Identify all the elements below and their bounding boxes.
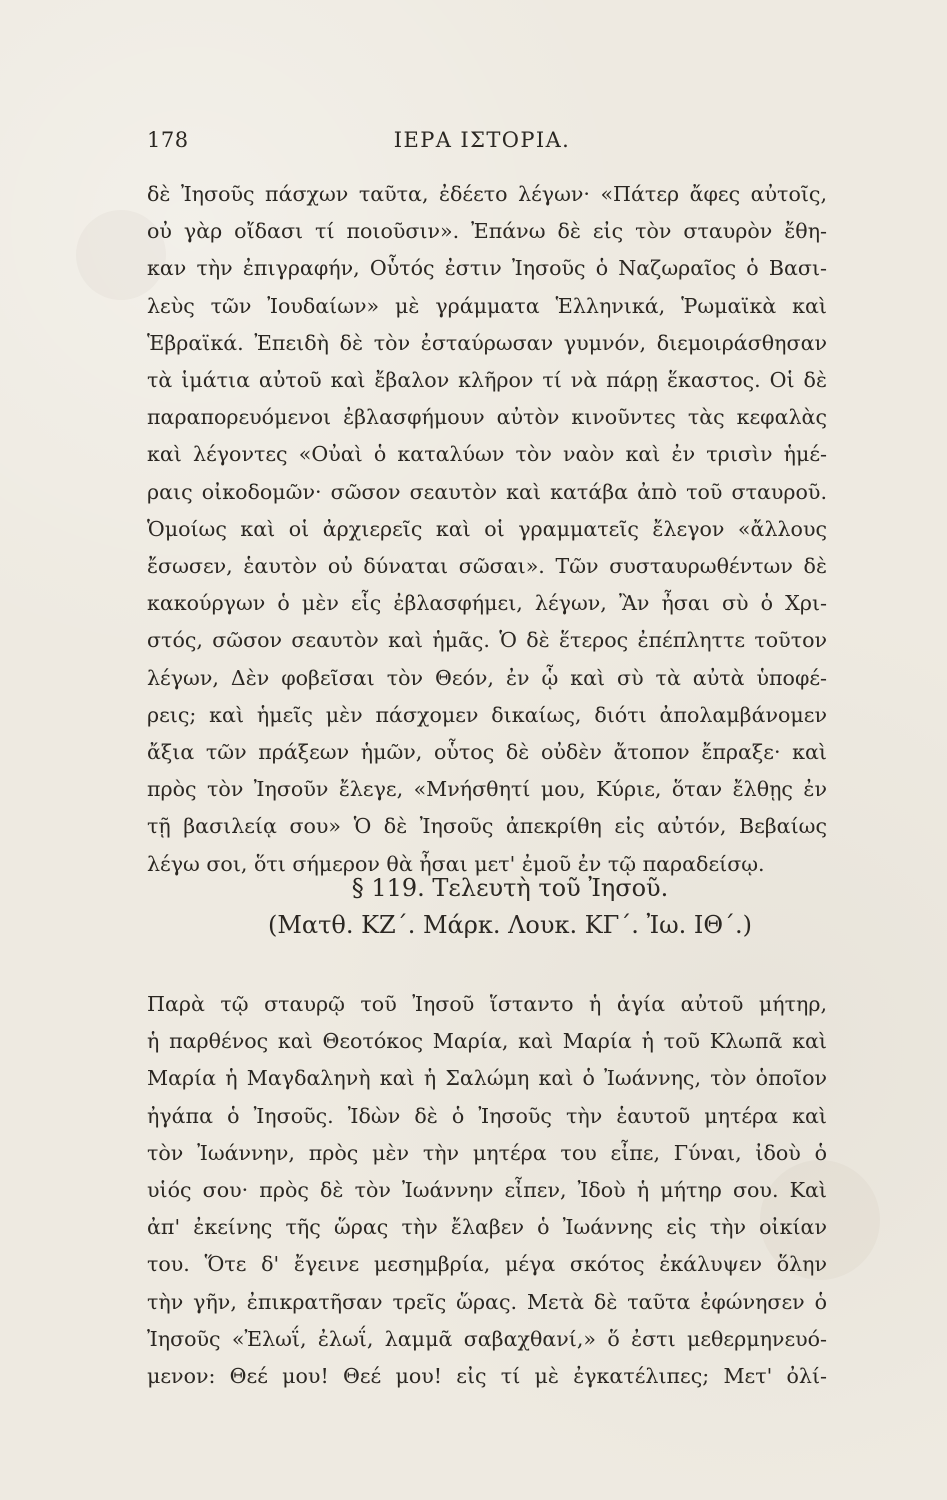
text-line: Ἑβραϊκά. Ἐπειδὴ δὲ τὸν ἐσταύρωσαν γυμνόν, διεμοιράσθησαν [147, 330, 827, 355]
text-line: τὴν γῆν, ἐπικρατῆσαν τρεῖς ὥρας. Μετὰ δὲ ταῦτα ἐφώνησεν ὁ [147, 1289, 827, 1314]
text-line: μενον: Θεέ μου! Θεέ μου! εἰς τί μὲ ἐγκατέλιπες; Μετ' ὀλί- [147, 1364, 827, 1389]
text-line: ἄξια τῶν πράξεων ἡμῶν, οὗτος δὲ οὐδὲν ἄτοπον ἔπραξε· καὶ [147, 740, 827, 765]
text-line: λεὺς τῶν Ἰουδαίων» μὲ γράμματα Ἑλληνικά, Ῥωμαϊκὰ καὶ [147, 293, 827, 318]
text-line: καὶ λέγοντες «Οὐαὶ ὁ καταλύων τὸν ναὸν καὶ ἐν τρισὶν ἡμέ- [147, 442, 827, 467]
text-line: ἡ παρθένος καὶ Θεοτόκος Μαρία, καὶ Μαρία ἡ τοῦ Κλωπᾶ καὶ [147, 1029, 827, 1054]
section-heading [260, 870, 760, 943]
text-line: τὸν Ἰωάννην, πρὸς μὲν τὴν μητέρα του εἶπε, Γύναι, ἰδοὺ ὁ [147, 1140, 827, 1165]
text-line: ἠγάπα ὁ Ἰησοῦς. Ἰδὼν δὲ ὁ Ἰησοῦς τὴν ἑαυτοῦ μητέρα καὶ [147, 1103, 827, 1128]
page-header [147, 128, 817, 162]
text-line: λέγω σοι, ὅτι σήμερον θὰ ἦσαι μετ' ἐμοῦ ἐν τῷ παραδείσῳ. [147, 851, 765, 876]
text-line: ρεις; καὶ ἡμεῖς μὲν πάσχομεν δικαίως, διότι ἀπολαμβάνομεν [147, 702, 827, 727]
section-title: § 119. Τελευτὴ τοῦ Ἰησοῦ. [351, 874, 669, 902]
page-number: 178 [147, 128, 189, 152]
text-line: καν τὴν ἐπιγραφήν, Οὗτός ἐστιν Ἰησοῦς ὁ Ναζωραῖος ὁ Βασι- [147, 256, 827, 281]
section-references: (Ματθ. ΚΖ΄. Μάρκ. Λουκ. ΚΓ΄. Ἰω. ΙΘ΄.) [267, 911, 753, 939]
text-line: Μαρία ἡ Μαγδαληνὴ καὶ ἡ Σαλώμη καὶ ὁ Ἰωάννης, τὸν ὁποῖον [147, 1066, 827, 1091]
text-line: ἀπ' ἐκείνης τῆς ὥρας τὴν ἔλαβεν ὁ Ἰωάννης εἰς τὴν οἰκίαν [147, 1215, 827, 1240]
text-line: του. Ὅτε δ' ἔγεινε μεσημβρία, μέγα σκότος ἐκάλυψεν ὅλην [147, 1252, 827, 1277]
text-line: παραπορευόμενοι ἐβλασφήμουν αὐτὸν κινοῦντες τὰς κεφαλὰς [147, 405, 827, 430]
text-line: οὐ γὰρ οἴδασι τί ποιοῦσιν». Ἐπάνω δὲ εἰς τὸν σταυρὸν ἔθη- [147, 219, 827, 244]
paragraph-1 [147, 176, 827, 883]
text-line: Ὁμοίως καὶ οἱ ἀρχιερεῖς καὶ οἱ γραμματεῖς ἔλεγον «ἄλλους [147, 516, 827, 541]
text-line: τῇ βασιλείᾳ σου» Ὁ δὲ Ἰησοῦς ἀπεκρίθη εἰς αὐτόν, Βεβαίως [147, 814, 827, 839]
text-line: στός, σῶσον σεαυτὸν καὶ ἡμᾶς. Ὁ δὲ ἕτερος ἐπέπληττε τοῦτον [147, 628, 827, 653]
text-line: πρὸς τὸν Ἰησοῦν ἔλεγε, «Μνήσθητί μου, Κύριε, ὅταν ἔλθῃς ἐν [147, 777, 827, 802]
running-title: ΙΕΡΑ ΙΣΤΟΡΙΑ. [393, 128, 571, 152]
text-line: υἱός σου· πρὸς δὲ τὸν Ἰωάννην εἶπεν, Ἰδοὺ ἡ μήτηρ σου. Καὶ [147, 1178, 827, 1203]
text-line: Παρὰ τῷ σταυρῷ τοῦ Ἰησοῦ ἵσταντο ἡ ἁγία αὐτοῦ μήτηρ, [147, 992, 827, 1016]
text-line: λέγων, Δὲν φοβεῖσαι τὸν Θεόν, ἐν ᾧ καὶ σὺ τὰ αὐτὰ ὑποφέ- [147, 665, 827, 690]
text-line: Ἰησοῦς «Ἐλωΐ, ἐλωΐ, λαμμᾶ σαβαχθανί,» ὅ ἐστι μεθερμηνευό- [147, 1326, 827, 1351]
paragraph-2 [147, 986, 827, 1395]
text-line: δὲ Ἰησοῦς πάσχων ταῦτα, ἐδέετο λέγων· «Πάτερ ἄφες αὐτοῖς, [147, 182, 827, 206]
text-line: ἔσωσεν, ἑαυτὸν οὐ δύναται σῶσαι». Τῶν συσταυρωθέντων δὲ [147, 554, 827, 579]
text-line: ραις οἰκοδομῶν· σῶσον σεαυτὸν καὶ κατάβα ἀπὸ τοῦ σταυροῦ. [147, 479, 827, 504]
text-line: τὰ ἱμάτια αὐτοῦ καὶ ἔβαλον κλῆρον τί νὰ πάρῃ ἕκαστος. Οἱ δὲ [147, 368, 827, 393]
text-line: κακούργων ὁ μὲν εἷς ἐβλασφήμει, λέγων, Ἂν ἦσαι σὺ ὁ Χρι- [147, 591, 827, 616]
